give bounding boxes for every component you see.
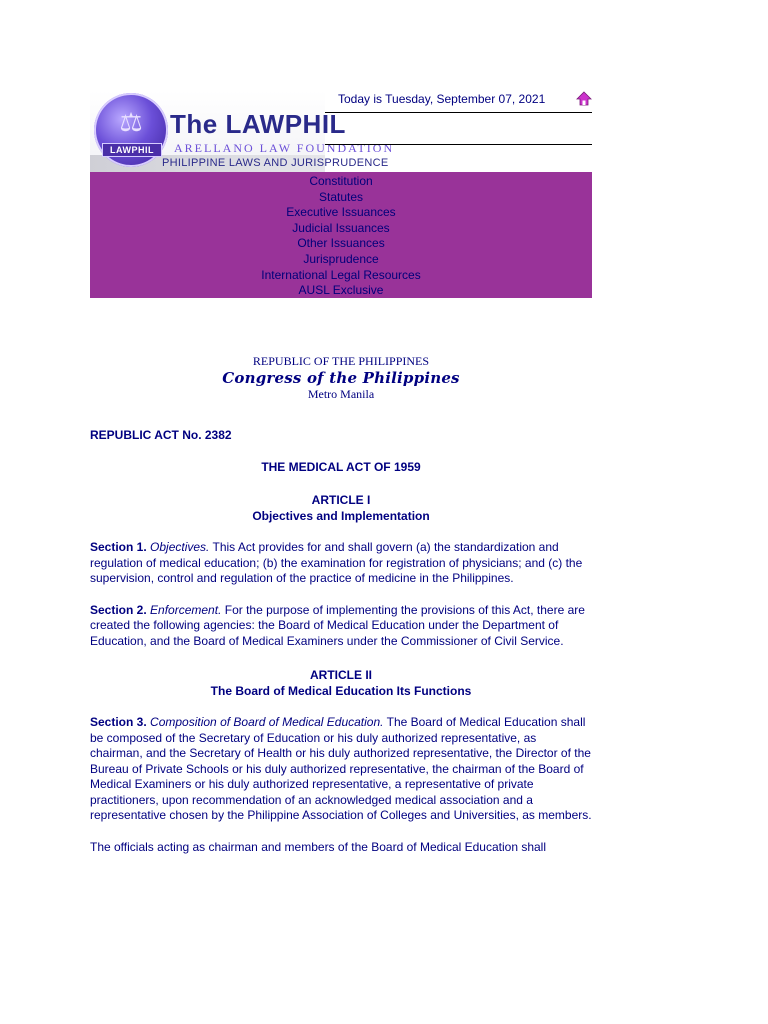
article-2-number: ARTICLE II xyxy=(310,668,372,682)
nav-executive-issuances[interactable]: Executive Issuances xyxy=(286,205,396,220)
section-1-label: Section 1. xyxy=(90,540,147,554)
nav-statutes[interactable]: Statutes xyxy=(318,189,364,204)
section-2-label: Section 2. xyxy=(90,602,147,617)
lawphil-logo[interactable] xyxy=(90,91,395,172)
section-3-label: Section 3. xyxy=(90,715,147,729)
paragraph-officials: The officials acting as chairman and members of the Board of Medical Education shall xyxy=(90,839,547,854)
logo-subtitle: ARELLANO LAW FOUNDATION xyxy=(174,141,395,155)
seal-icon xyxy=(94,93,168,167)
congress-heading: Congress of the Philippines xyxy=(222,369,460,387)
article-1-heading xyxy=(90,492,592,524)
section-2-text: For the purpose of implementing the provisions of this Act, there are created the following agencies: the Board of Medical Education under the Department of Education, and the Board of Medical Examiners under the Commissioner of Civil Service. xyxy=(90,602,585,648)
main-nav xyxy=(90,172,592,298)
article-2-title: The Board of Medical Education Its Functions xyxy=(210,684,472,698)
nav-ausl-exclusive[interactable]: AUSL Exclusive xyxy=(298,283,384,298)
seal-banner: LAWPHIL xyxy=(102,143,162,157)
scales-icon: ⚖ xyxy=(119,108,143,138)
republic-heading: REPUBLIC OF THE PHILIPPINES xyxy=(252,354,430,368)
act-title: THE MEDICAL ACT OF 1959 xyxy=(261,460,421,474)
section-3 xyxy=(90,715,592,824)
header-divider-bottom xyxy=(325,144,592,145)
article-1-title: Objectives and Implementation xyxy=(252,509,430,523)
page xyxy=(90,88,592,855)
nav-constitution[interactable]: Constitution xyxy=(309,174,373,188)
article-1-number: ARTICLE I xyxy=(311,493,371,507)
site-header xyxy=(90,88,592,172)
home-icon[interactable] xyxy=(576,91,592,107)
logo-tagline: PHILIPPINE LAWS AND JURISPRUDENCE xyxy=(162,157,389,169)
section-1-heading: Objectives. xyxy=(150,540,210,554)
section-3-heading: Composition of Board of Medical Education. xyxy=(150,715,384,729)
article-2-heading xyxy=(90,667,592,699)
section-2 xyxy=(90,603,592,650)
header-divider-top xyxy=(325,112,592,113)
nav-other-issuances[interactable]: Other Issuances xyxy=(297,236,385,251)
section-1 xyxy=(90,540,592,587)
metro-manila: Metro Manila xyxy=(307,387,375,401)
logo-title: The LAWPHIL xyxy=(170,109,346,139)
section-1-text: This Act provides for and shall govern (a) the standardization and regulation of medical education; (b) the examination for registration of physicians; and (c) the supervision, control and regulation of the practice of medicine in the Philippines. xyxy=(90,540,583,585)
act-number: REPUBLIC ACT No. 2382 xyxy=(90,428,232,442)
section-2-heading: Enforcement. xyxy=(150,602,222,617)
today-date: Today is Tuesday, September 07, 2021 xyxy=(338,92,546,106)
section-3-text: The Board of Medical Education shall be composed of the Secretary of Education or his duly authorized representative, as chairman, and the Secretary of Health or his duly authorized representative, the Director of the Bureau of Private Schools or his duly authorized representative, the chairman of the Board of Medical Examiners or his duly authorized representative, a representative of private practitioners, upon recommendation of an acknowledged medical association and a representative chosen by the Philippine Association of Colleges and Universities, as members. xyxy=(90,715,592,822)
nav-international-legal-resources[interactable]: International Legal Resources xyxy=(261,267,421,282)
nav-judicial-issuances[interactable]: Judicial Issuances xyxy=(292,220,390,235)
nav-jurisprudence[interactable]: Jurisprudence xyxy=(303,251,379,266)
